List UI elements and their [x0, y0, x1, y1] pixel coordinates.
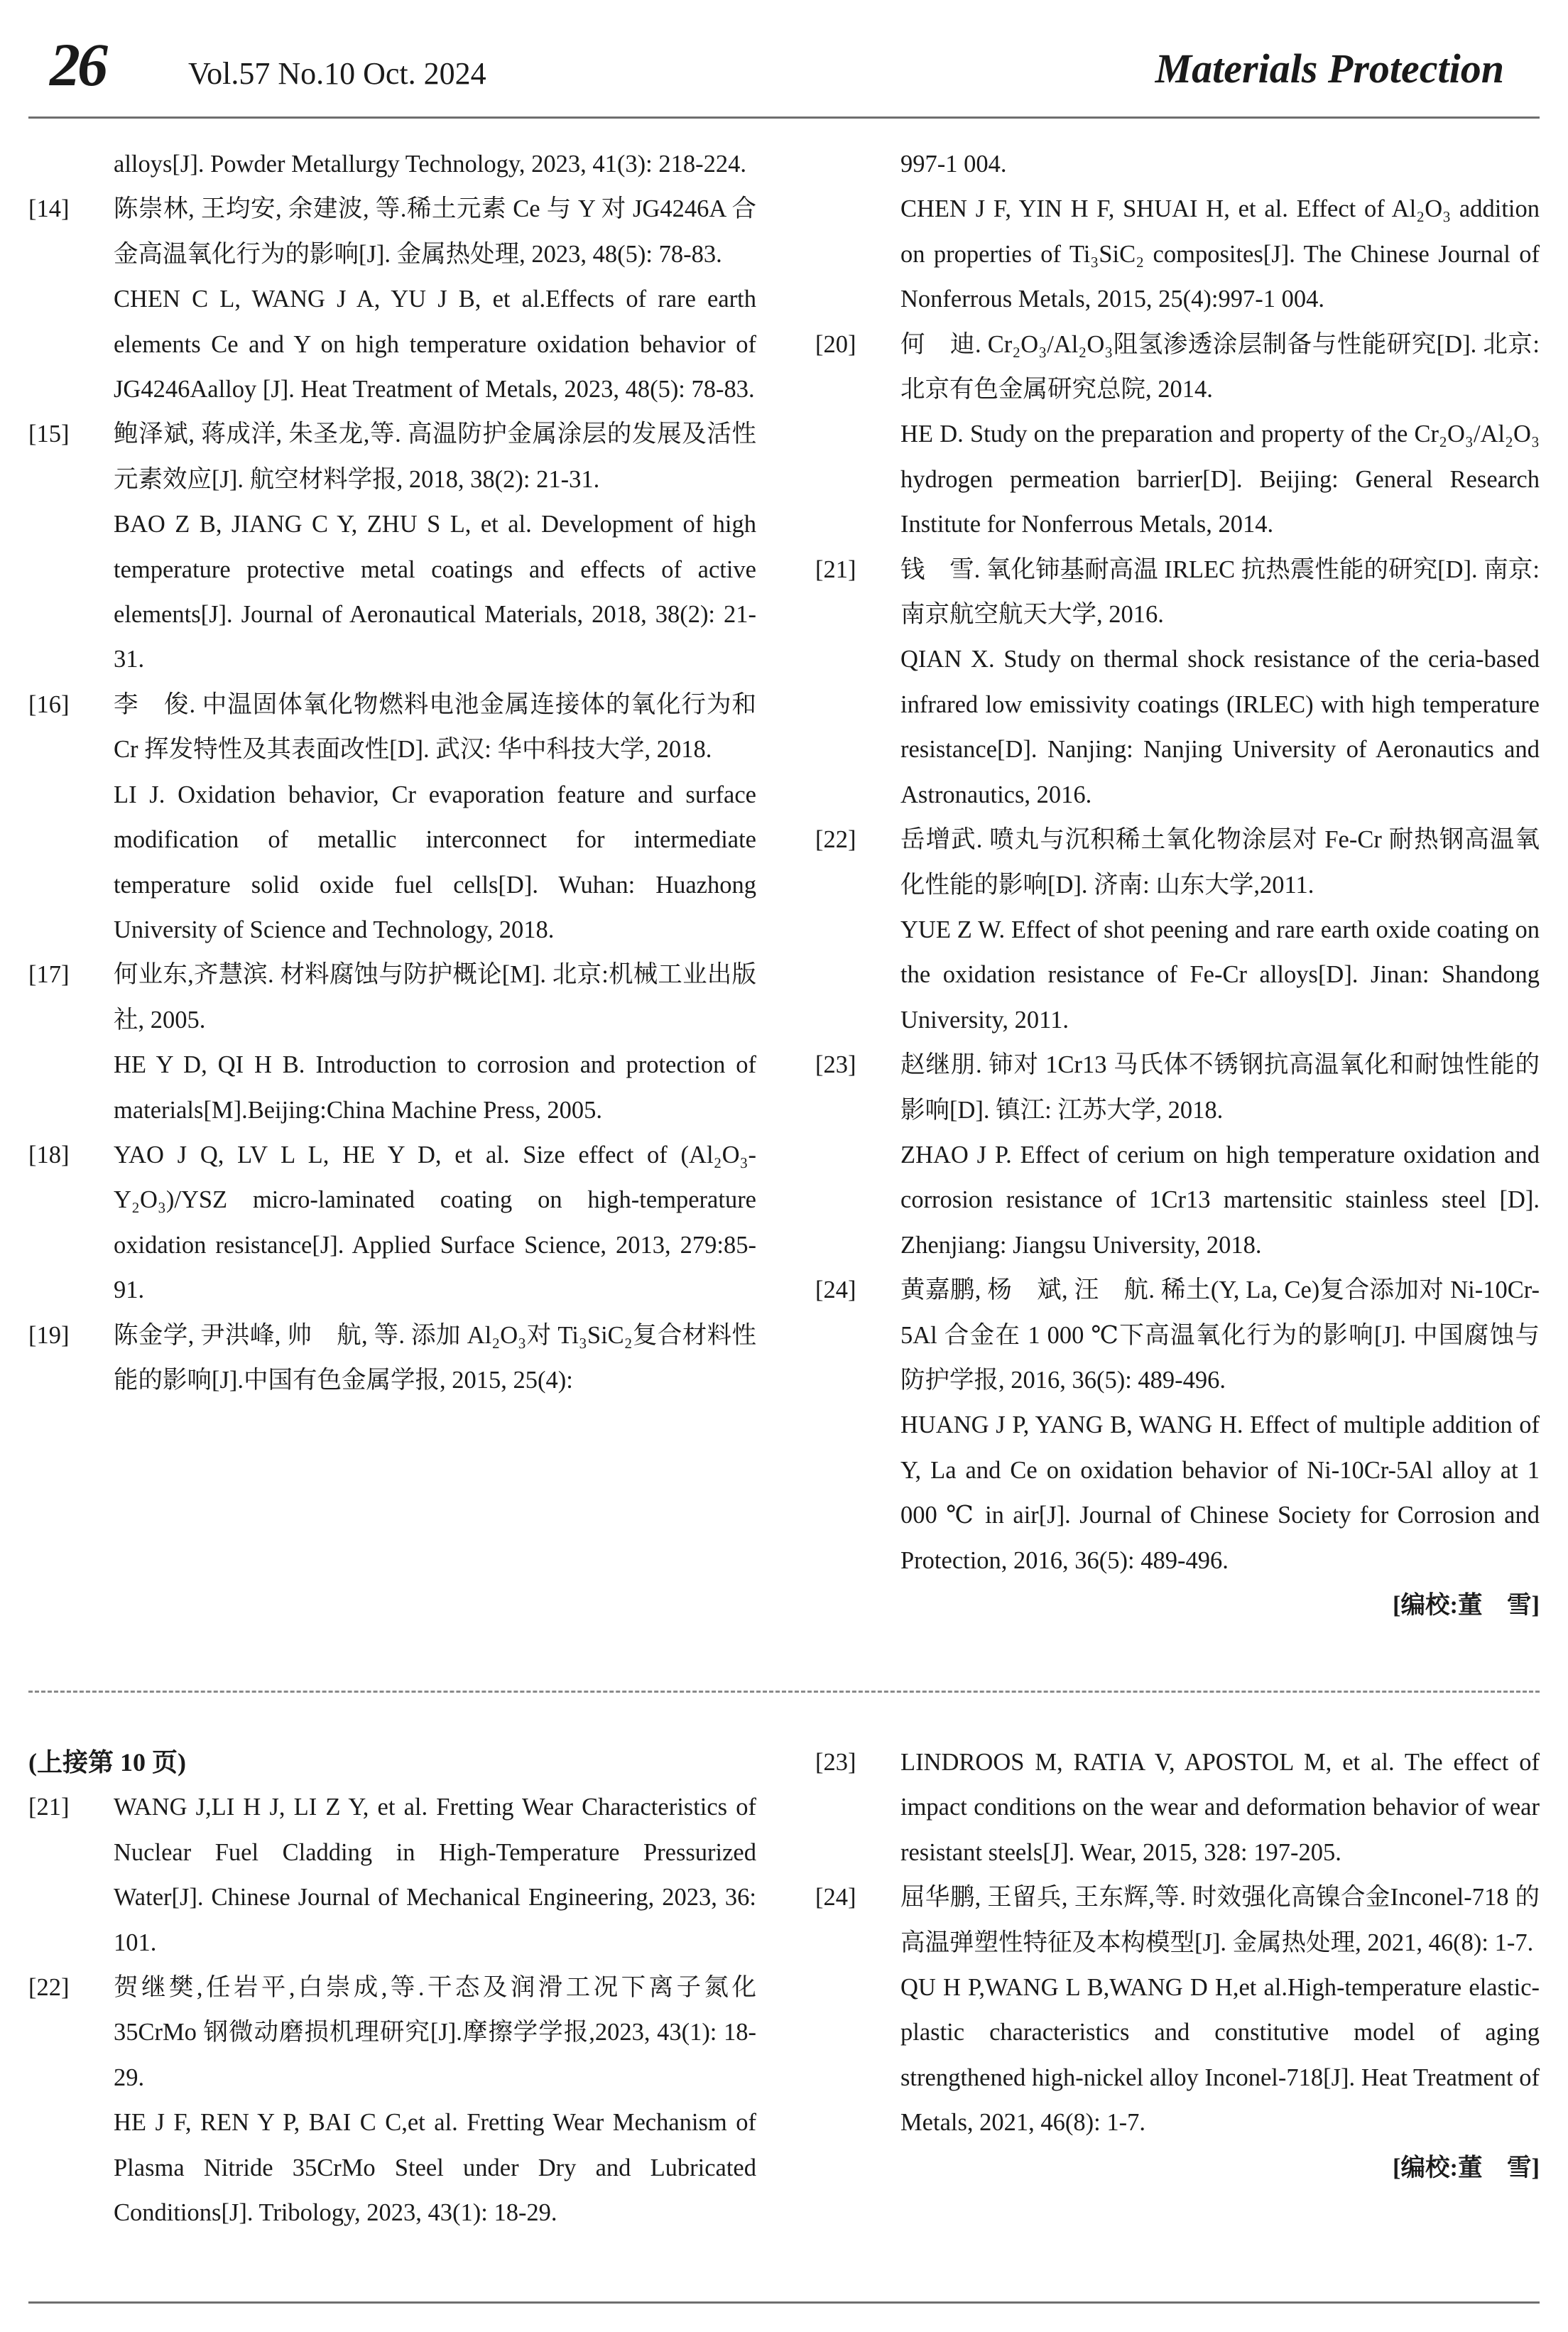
reference-text: YAO J Q, LV L L, HE Y D, et al. Size effect of (Al₂O₃-Y₂O₃)/YSZ micro-laminated coating on high-temperature oxidation resistance[J]. Applied Surface Science, 2013, 279:85-91. — [114, 1141, 756, 1304]
reference-number: [16] — [28, 690, 70, 718]
reference-item — [815, 818, 1540, 1043]
page-number: 26 — [50, 31, 105, 99]
reference-item — [815, 548, 1540, 818]
reference-text-english: HE J F, REN Y P, BAI C C,et al. Fretting Wear Mechanism of Plasma Nitride 35CrMo Steel under Dry and Lubricated Conditions[J]. Tribology, 2023, 43(1): 18-29. — [114, 2109, 756, 2227]
reference-text-english: HE D. Study on the preparation and property of the Cr₂O₃/Al₂O₃ hydrogen permeation barrier[D]. Beijing: General Research Institute for Nonferrous Metals, 2014. — [900, 421, 1540, 538]
reference-number: [21] — [815, 555, 856, 583]
reference-text-english: LI J. Oxidation behavior, Cr evaporation feature and surface modification of metallic interconnect for intermediate temperature solid oxide fuel cells[D]. Wuhan: Huazhong University of Science and Technology, 2018. — [114, 781, 756, 943]
reference-number: [15] — [28, 421, 70, 448]
lower-left-column — [28, 1740, 756, 2235]
reference-number: [23] — [815, 1749, 856, 1776]
reference-list — [28, 187, 756, 1403]
reference-text: 赵继朋. 铈对 1Cr13 马氏体不锈钢抗高温氧化和耐蚀性能的影响[D]. 镇江: 江苏大学, 2018. — [900, 1051, 1540, 1124]
reference-text-english: YUE Z W. Effect of shot peening and rare earth oxide coating on the oxidation resistance of Fe-Cr alloys[D]. Jinan: Shandong University, 2011. — [900, 916, 1540, 1034]
reference-item — [28, 187, 756, 412]
reference-text: 钱 雪. 氧化铈基耐高温 IRLEC 抗热震性能的研究[D]. 南京: 南京航空航天大学, 2016. — [900, 555, 1540, 629]
reference-number: [24] — [815, 1884, 856, 1911]
lower-right-column — [815, 1740, 1540, 2191]
reference-number: [22] — [28, 1974, 70, 2002]
reference-item — [28, 953, 756, 1133]
reference-text: 何业东,齐慧滨. 材料腐蚀与防护概论[M]. 北京:机械工业出版社, 2005. — [114, 961, 756, 1034]
reference-item — [815, 1043, 1540, 1268]
reference-text: 何 迪. Cr₂O₃/Al₂O₃阻氢渗透涂层制备与性能研究[D]. 北京: 北京有色金属研究总院, 2014. — [900, 330, 1540, 403]
reference-text-english: QIAN X. Study on thermal shock resistance of the ceria-based infrared low emissivity coatings (IRLEC) with high temperature resistance[D]. Nanjing: Nanjing University of Aeronautics and Astronautics, 2016. — [900, 646, 1540, 808]
reference-text-english: BAO Z B, JIANG C Y, ZHU S L, et al. Development of high temperature protective metal coatings and effects of active elements[J]. Journal of Aeronautical Materials, 2018, 38(2): 21-31. — [114, 511, 756, 673]
reference-list — [815, 322, 1540, 1583]
reference-text: 陈金学, 尹洪峰, 帅 航, 等. 添加 Al₂O₃对 Ti₃SiC₂复合材料性能的影响[J].中国有色金属学报, 2015, 25(4): — [114, 1321, 756, 1394]
reference-text-english: CHEN C L, WANG J A, YU J B, et al.Effects of rare earth elements Ce and Y on high temperature oxidation behavior of JG4246Aalloy [J]. Heat Treatment of Metals, 2023, 48(5): 78-83. — [114, 286, 756, 403]
reference-text-english: HUANG J P, YANG B, WANG H. Effect of multiple addition of Y, La and Ce on oxidation behavior of Ni-10Cr-5Al alloy at 1 000 ℃ in air[J]. Journal of Chinese Society for Corrosion and Protection, 2016, 36(5): 489-496. — [900, 1411, 1540, 1574]
reference-number: [17] — [28, 961, 70, 989]
reference-number: [14] — [28, 195, 70, 223]
continuation-heading: (上接第 10 页) — [28, 1748, 186, 1777]
reference-number: [20] — [815, 330, 856, 358]
reference-number: [22] — [815, 826, 856, 854]
reference-item — [28, 683, 756, 953]
reference-number: [23] — [815, 1051, 856, 1079]
reference-item — [815, 1740, 1540, 1875]
reference-number: [18] — [28, 1141, 70, 1168]
reference-item — [28, 1313, 756, 1404]
editor-note: [编校:董 雪] — [1393, 1592, 1540, 1619]
header-rule — [28, 116, 1540, 119]
footer-rule — [28, 2301, 1540, 2304]
reference-item — [28, 412, 756, 682]
editor-note: [编校:董 雪] — [1393, 2154, 1540, 2181]
upper-left-column — [28, 142, 756, 1403]
reference-item — [28, 1785, 756, 1965]
reference-item — [815, 322, 1540, 548]
reference-text: LINDROOS M, RATIA V, APOSTOL M, et al. The effect of impact conditions on the wear and deformation behavior of wear resistant steels[J]. Wear, 2015, 328: 197-205. — [900, 1749, 1540, 1866]
reference-text: 屈华鹏, 王留兵, 王东辉,等. 时效强化高镍合金Inconel-718 的高温弹塑性特征及本构模型[J]. 金属热处理, 2021, 46(8): 1-7. — [900, 1884, 1540, 1956]
reference-text: 鲍泽斌, 蒋成洋, 朱圣龙,等. 高温防护金属涂层的发展及活性元素效应[J]. 航空材料学报, 2018, 38(2): 21-31. — [114, 421, 756, 493]
upper-right-column — [815, 142, 1540, 1628]
reference-item — [815, 1875, 1540, 2145]
reference-item — [28, 1965, 756, 2235]
ref-continuation: 997-1 004. — [900, 151, 1007, 178]
reference-text-english: ZHAO J P. Effect of cerium on high temperature oxidation and corrosion resistance of 1Cr13 martensitic stainless steel [D]. Zhenjiang: Jiangsu University, 2018. — [900, 1141, 1540, 1259]
reference-text-english: QU H P,WANG L B,WANG D H,et al.High-temperature elastic-plastic characteristics and constitutive model of aging strengthened high-nickel alloy Inconel-718[J]. Heat Treatment of Metals, 2021, 46(8): 1-7. — [900, 1974, 1540, 2137]
reference-list — [815, 1740, 1540, 2146]
section-divider — [28, 1691, 1540, 1693]
reference-text-english: HE Y D, QI H B. Introduction to corrosion and protection of materials[M].Beijing:China Machine Press, 2005. — [114, 1051, 756, 1124]
reference-item — [28, 1133, 756, 1313]
journal-name: Materials Protection — [1155, 45, 1504, 92]
reference-number: [21] — [28, 1794, 70, 1821]
reference-text: 贺继樊,任岩平,白崇成,等.干态及润滑工况下离子氮化 35CrMo 钢微动磨损机理研究[J].摩擦学学报,2023, 43(1): 18-29. — [114, 1974, 756, 2091]
reference-text: 李 俊. 中温固体氧化物燃料电池金属连接体的氧化行为和 Cr 挥发特性及其表面改性[D]. 武汉: 华中科技大学, 2018. — [114, 690, 756, 764]
issue-info: Vol.57 No.10 Oct. 2024 — [188, 56, 486, 91]
reference-text: 陈崇林, 王均安, 余建波, 等.稀土元素 Ce 与 Y 对 JG4246A 合金高温氧化行为的影响[J]. 金属热处理, 2023, 48(5): 78-83. — [114, 195, 756, 268]
ref-continuation: alloys[J]. Powder Metallurgy Technology, 2023, 41(3): 218-224. — [114, 151, 746, 178]
reference-list — [28, 1785, 756, 2235]
reference-item — [815, 1268, 1540, 1583]
reference-text: WANG J,LI H J, LI Z Y, et al. Fretting Wear Characteristics of Nuclear Fuel Cladding in High-Temperature Pressurized Water[J]. Chinese Journal of Mechanical Engineering, 2023, 36: 101. — [114, 1794, 756, 1956]
reference-text: 黄嘉鹏, 杨 斌, 汪 航. 稀土(Y, La, Ce)复合添加对 Ni-10Cr-5Al 合金在 1 000 ℃下高温氧化行为的影响[J]. 中国腐蚀与防护学报, 2016, 36(5): 489-496. — [900, 1276, 1540, 1394]
ref-continuation-en: CHEN J F, YIN H F, SHUAI H, et al. Effect of Al₂O₃ addition on properties of Ti₃SiC₂ composites[J]. The Chinese Journal of Nonferrous Metals, 2015, 25(4):997-1 004. — [900, 195, 1540, 313]
reference-number: [19] — [28, 1321, 70, 1349]
reference-text: 岳增武. 喷丸与沉积稀土氧化物涂层对 Fe-Cr 耐热钢高温氧化性能的影响[D]. 济南: 山东大学,2011. — [900, 826, 1540, 899]
reference-number: [24] — [815, 1276, 856, 1304]
